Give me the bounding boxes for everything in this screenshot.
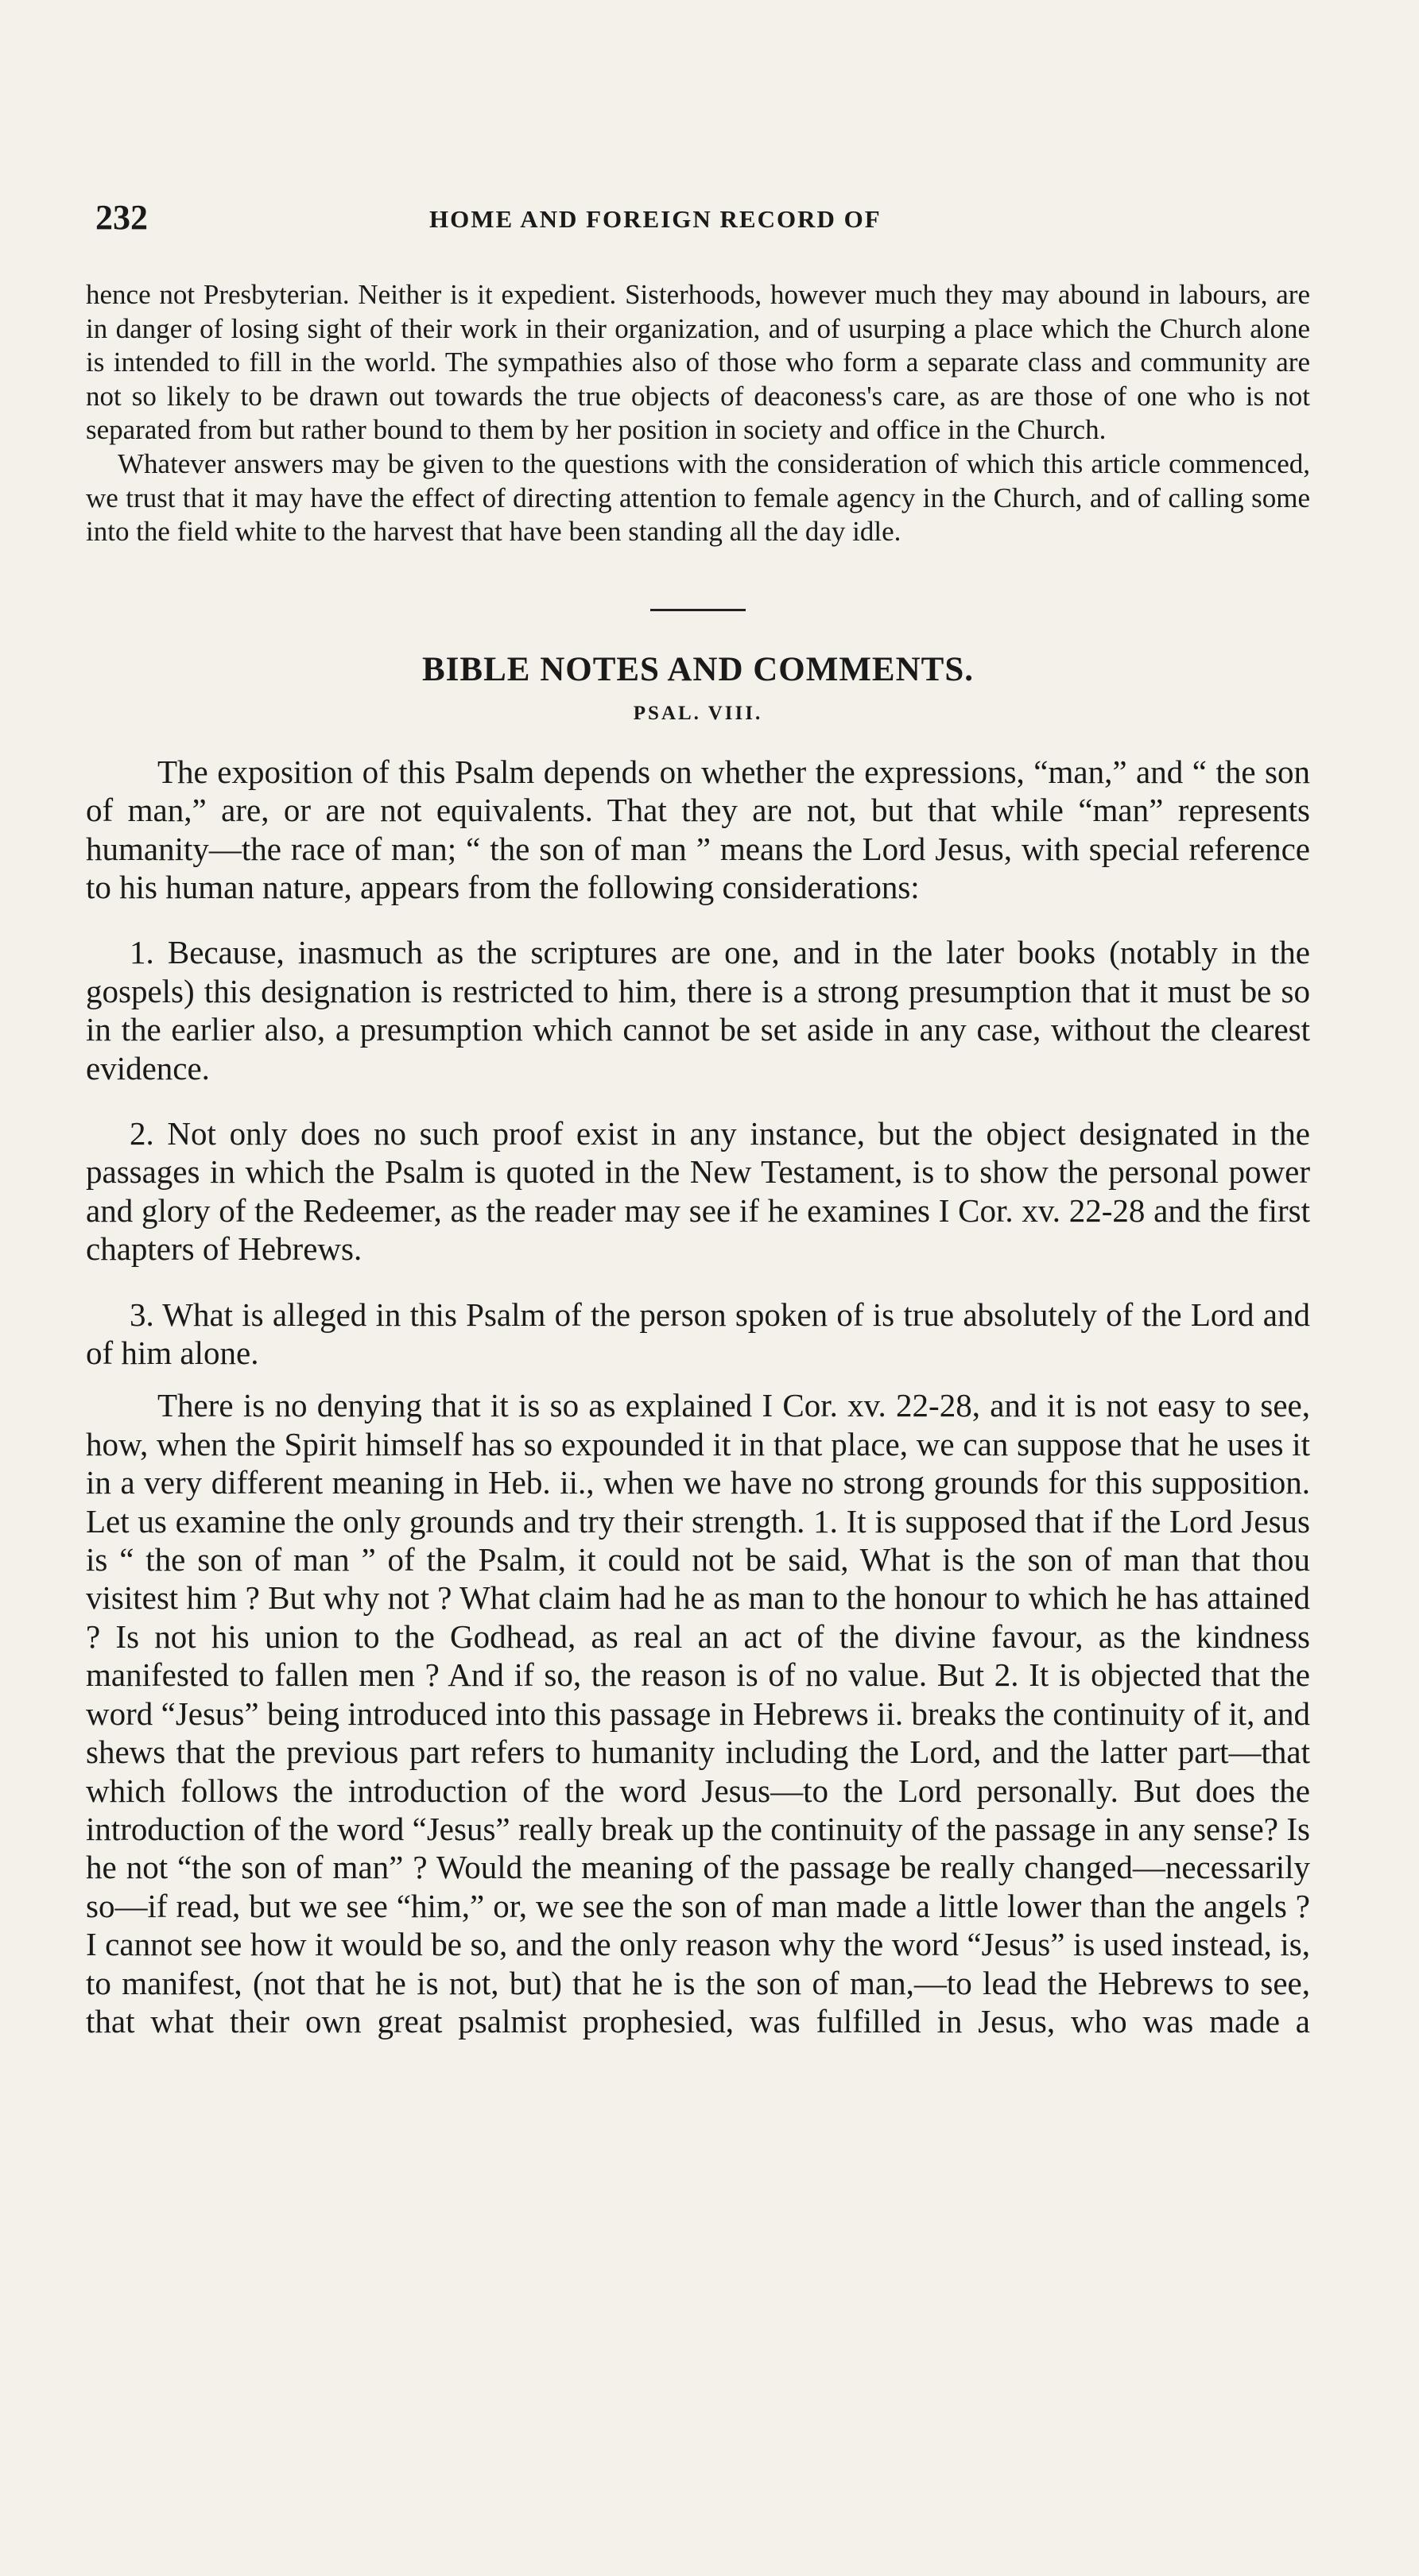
discussion-paragraph: There is no denying that it is so as explained I Cor. xv. 22-28, and it is not easy to see, how, when the Spirit himself has so expounded it in that place, we can suppose that he uses it in a very different meaning in Heb. ii., when we have no strong grounds for this supposition. Let us examine the only grounds and try their strength. 1. It is supposed that if the Lord Jesus is “ the son of man ” of the Psalm, it could not be said, What is the son of man that thou visitest him ? But why not ? What claim had he as man to the honour to which he has attained ? Is not his union to the Godhead, as real an act of the divine favour, as the kindness manifested to fallen men ? And if so, the reason is of no value. But 2. It is objected that the word “Jesus” being introduced into this passage in Hebrews ii. breaks the continuity of it, and shews that the previous part refers to humanity including the Lord, and the latter part—that which follows the introduction of the word Jesus—to the Lord personally. But does the introduction of the word “Jesus” really break up the continuity of the passage in any sense? Is he not “the son of man” ? Would the meaning of the passage be really changed—necessarily so—if read, but we see “him,” or, we see the son of man made a little lower than the angels ? I cannot see how it would be so, and the only reason why the word “Jesus” is used instead, is, to manifest, (not that he is not, but) that he is the son of man,—to lead the Hebrews to see, that what their own great psalmist prophesied, was fulfilled in Jesus, who was made a [86,1387,1310,2039]
body-text [86,278,1310,2040]
paragraph: hence not Presbyterian. Neither is it expedient. Sisterhoods, however much they may abound in labours, are in danger of losing sight of their work in their organization, and of usurping a place which the Church alone is intended to fill in the world. The sympathies also of those who form a separate class and community are not so likely to be drawn out towards the true objects of deaconess's care, as are those of one who is not separated from but rather bound to them by her position in society and office in the Church. [86,279,1310,446]
page-number: 232 [95,198,148,237]
deaconess-article-conclusion [86,278,1310,549]
page-header [95,197,1336,245]
intro-paragraph: The exposition of this Psalm depends on whether the expressions, “man,” and “ the son of man,” are, or are not equivalents. That they are not, but that while “man” represents humanity—the race of man; “ the son of man ” means the Lord Jesus, with special reference to his human nature, appears from the following considerations: [86,753,1310,905]
numbered-point-3: 3. What is alleged in this Psalm of the person spoken of is true absolutely of the Lord and of him alone. [86,1296,1310,1372]
numbered-point-1: 1. Because, inasmuch as the scriptures are one, and in the later books (notably in the gospels) this designation is restricted to him, there is a strong presumption that it must be so in the earlier also, a presumption which cannot be set aside in any case, without the clearest evidence. [86,934,1310,1087]
paragraph: Whatever answers may be given to the questions with the consideration of which this article commenced, we trust that it may have the effect of directing attention to female agency in the Church, and of calling some into the field white to the harvest that have been standing all the day idle. [86,447,1310,548]
running-head: HOME AND FOREIGN RECORD OF [429,205,882,233]
section-subtitle: PSAL. VIII. [633,702,763,724]
numbered-point-2: 2. Not only does no such proof exist in any instance, but the object designated in the passages in which the Psalm is quoted in the New Testament, is to show the personal power and glory of the Redeemer, as the reader may see if he examines I Cor. xv. 22-28 and the first chapters of Hebrews. [86,1115,1310,1268]
bible-notes-body [86,753,1310,2041]
section-title: BIBLE NOTES AND COMMENTS. [421,650,975,688]
section-divider [650,609,746,611]
